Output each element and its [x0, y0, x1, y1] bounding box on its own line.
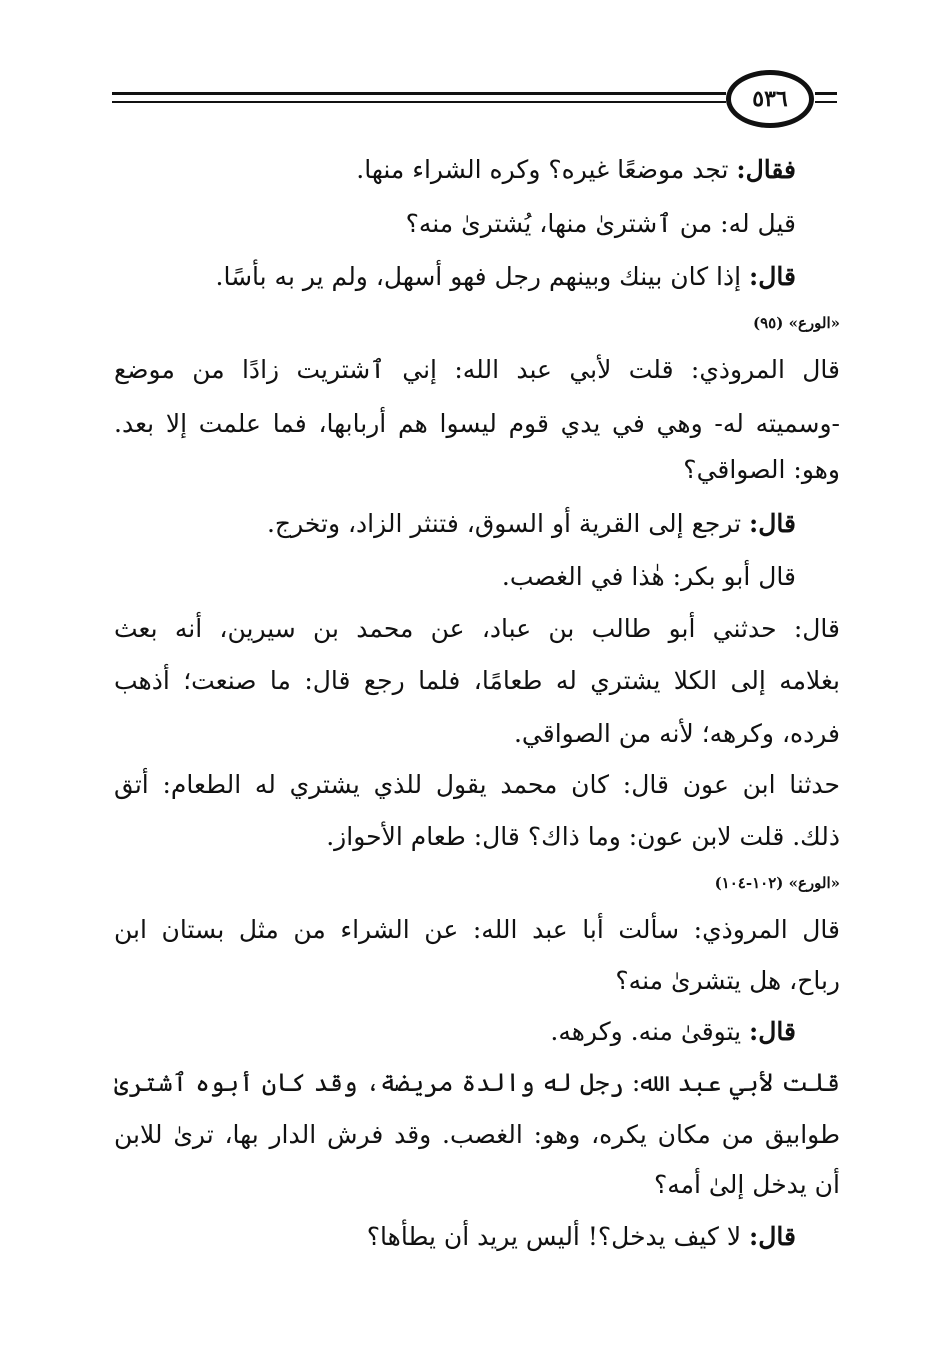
line-text: ترجع إلى القرية أو السوق، فتنثر الزاد، وتخرج. — [266, 509, 750, 538]
text-line — [114, 1068, 840, 1098]
line-text: لا كيف يدخل؟! أليس يريد أن يطأها؟ — [366, 1222, 750, 1251]
text-line — [114, 1222, 796, 1252]
line-text: حدثنا ابن عون قال: كان محمد يقول للذي يشتري له الطعام: أتق — [114, 770, 840, 799]
text-line — [114, 614, 840, 644]
text-line — [114, 915, 840, 945]
speaker-label: قال: — [749, 262, 796, 291]
line-text: قال المروذي: سألت أبا عبد الله: عن الشراء من مثل بستان ابن — [114, 915, 840, 944]
line-text: قال المروذي: قلت لأبي عبد الله: إني ٱشتريت زادًا من موضع — [114, 355, 840, 384]
line-text: فرده، وكرهه؛ لأنه من الصواقي. — [513, 719, 840, 748]
text-line — [114, 966, 840, 996]
line-text: ذلك. قلت لابن عون: وما ذاك؟ قال: طعام الأحواز. — [326, 822, 840, 851]
speaker-label: قال: — [749, 1222, 796, 1251]
text-line — [114, 1017, 796, 1047]
line-text: يتوقىٰ منه. وكرهه. — [550, 1017, 750, 1046]
page-number: ٥٣٦ — [752, 86, 788, 112]
text-line — [114, 409, 840, 439]
text-line — [114, 770, 840, 800]
line-text: بغلامه إلى الكلا يشتري له طعامًا، فلما رجع قال: ما صنعت؛ أذهب — [114, 666, 840, 695]
text-line — [114, 155, 796, 185]
line-text: طوابيق من مكان يكره، وهو: الغصب. وقد فرش الدار بها، ترىٰ للابن — [114, 1120, 840, 1149]
source-reference: «الورع» (٩٥) — [753, 314, 840, 332]
line-text: رباح، هل يتشرىٰ منه؟ — [615, 966, 840, 995]
text-line — [114, 719, 840, 749]
speaker-label: قال: — [749, 1017, 796, 1046]
text-line — [114, 822, 840, 852]
page-number-badge — [726, 70, 814, 128]
text-line — [114, 562, 796, 592]
text-line — [114, 262, 796, 292]
line-text: قلت لأبي عبد الله: رجل له والدة مريضة، وقد كان أبوه ٱشترىٰ — [114, 1068, 840, 1097]
line-text: -وسميته له- وهي في يدي قوم ليسوا هم أربابها، فما علمت إلا بعد. — [114, 409, 840, 438]
text-line — [114, 455, 840, 485]
line-text: أن يدخل إلىٰ أمه؟ — [653, 1170, 840, 1199]
header-rule — [112, 92, 726, 103]
speaker-label: فقال: — [736, 155, 796, 184]
header-rule-end — [815, 92, 837, 103]
text-line — [114, 1120, 840, 1150]
line-text: إذا كان بينك وبينهم رجل فهو أسهل، ولم ير به بأسًا. — [215, 262, 750, 291]
line-text: وهو: الصواقي؟ — [683, 455, 840, 484]
line-text: تجد موضعًا غيره؟ وكره الشراء منها. — [356, 155, 737, 184]
text-line — [114, 209, 796, 239]
text-line — [114, 1170, 840, 1200]
line-text: قيل له: من ٱشترىٰ منها، يُشترىٰ منه؟ — [405, 209, 796, 238]
text-line — [114, 666, 840, 696]
text-line — [114, 509, 796, 539]
source-reference: «الورع» (١٠٢-١٠٤) — [714, 874, 840, 892]
line-text: قال أبو بكر: هٰذا في الغصب. — [501, 562, 796, 591]
speaker-label: قال: — [749, 509, 796, 538]
line-text: قال: حدثني أبو طالب بن عباد، عن محمد بن سيرين، أنه بعث — [114, 614, 840, 643]
text-line — [114, 355, 840, 385]
